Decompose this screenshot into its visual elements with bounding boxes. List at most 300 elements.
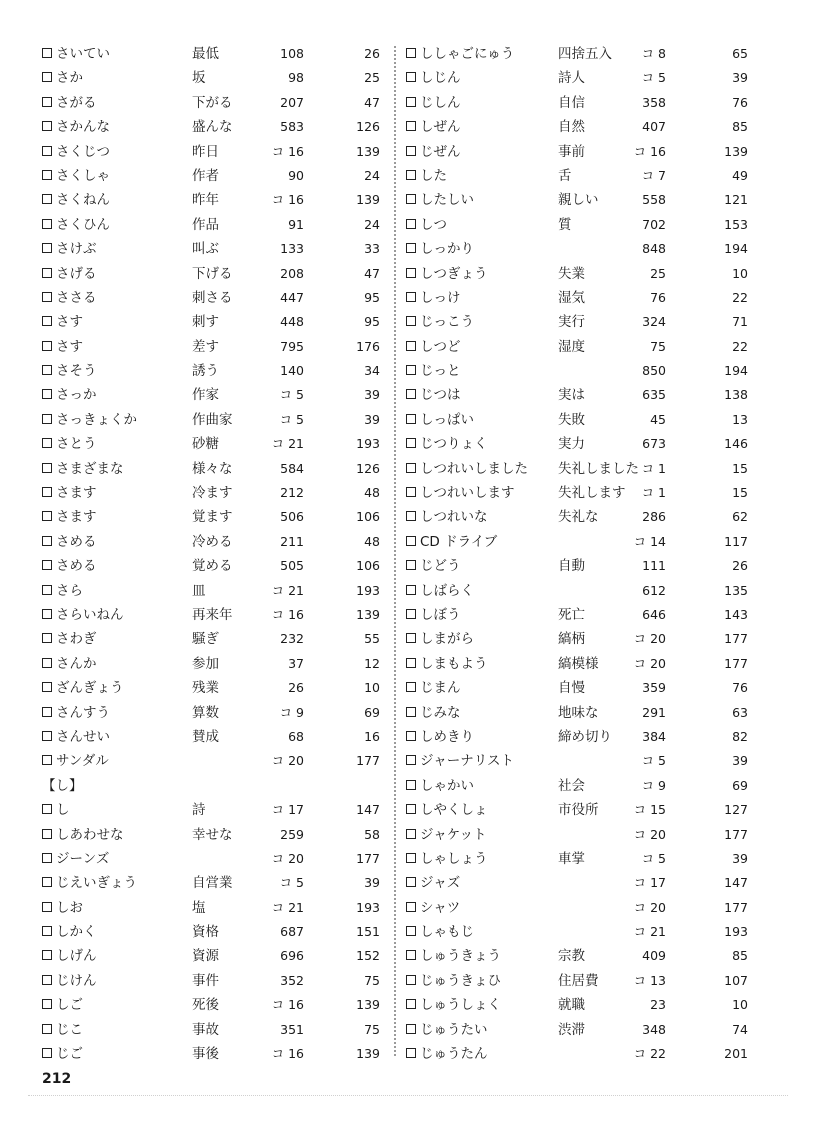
entry-reading: しつれいしました: [420, 460, 528, 477]
checkbox-square-icon: [42, 72, 52, 82]
checkbox-square-icon: [406, 755, 416, 765]
entry-kanji: 自営業: [192, 875, 233, 892]
entry-reference: 448: [280, 314, 304, 330]
entry-reference: 286: [642, 509, 666, 525]
entry-page: 85: [732, 119, 748, 135]
entry-page: 194: [724, 241, 748, 257]
index-entry: [406, 115, 750, 139]
index-entry: [406, 603, 750, 627]
entry-reference: コ 5: [641, 850, 666, 866]
entry-reference: 848: [642, 241, 666, 257]
left-column: [42, 42, 382, 1066]
entry-reading: さまざまな: [56, 460, 124, 477]
entry-reference: コ 5: [641, 70, 666, 86]
entry-page: 58: [364, 826, 380, 842]
index-entry: [406, 871, 750, 895]
entry-kanji: 資源: [192, 948, 219, 965]
checkbox-square-icon: [406, 560, 416, 570]
checkbox-square-icon: [42, 365, 52, 375]
checkbox-square-icon: [42, 1048, 52, 1058]
entry-kanji: 作家: [192, 387, 219, 404]
index-entry: [42, 457, 382, 481]
entry-page: 82: [732, 728, 748, 744]
entry-reference: 26: [288, 680, 304, 696]
checkbox-square-icon: [406, 48, 416, 58]
entry-kanji: 差す: [192, 338, 219, 355]
entry-page: 49: [732, 167, 748, 183]
entry-kanji: 失礼します: [558, 485, 626, 502]
checkbox-square-icon: [42, 585, 52, 595]
entry-page: 153: [724, 216, 748, 232]
checkbox-square-icon: [42, 658, 52, 668]
right-column: [406, 42, 750, 1066]
entry-reading: じゅうきょひ: [420, 972, 501, 989]
entry-reading: しゃしょう: [420, 850, 488, 867]
entry-reading: じぜん: [420, 143, 461, 160]
entry-reference: 45: [650, 411, 666, 427]
entry-reading: さか: [56, 70, 83, 87]
index-entry: [42, 408, 382, 432]
entry-kanji: 塩: [192, 899, 206, 916]
entry-page: 34: [364, 363, 380, 379]
entry-kanji: 事故: [192, 1021, 219, 1038]
entry-kanji: 下げる: [192, 265, 233, 282]
index-entry: [406, 383, 750, 407]
entry-reading: しまもよう: [420, 655, 488, 672]
entry-kanji: 誘う: [192, 363, 219, 380]
entry-reading: ささる: [56, 289, 97, 306]
entry-page: 176: [356, 338, 380, 354]
entry-page: 15: [732, 485, 748, 501]
entry-page: 95: [364, 289, 380, 305]
index-entry: [42, 823, 382, 847]
entry-reading: じえいぎょう: [56, 875, 137, 892]
checkbox-square-icon: [406, 902, 416, 912]
checkbox-square-icon: [42, 438, 52, 448]
entry-reference: コ 20: [633, 899, 666, 915]
entry-reference: 351: [280, 1021, 304, 1037]
entry-reference: 232: [280, 631, 304, 647]
entry-reference: 37: [288, 655, 304, 671]
entry-page: 147: [356, 802, 380, 818]
entry-reading: さす: [56, 314, 83, 331]
entry-kanji: 死後: [192, 997, 219, 1014]
entry-reading: サンダル: [56, 753, 109, 770]
entry-kanji: 車掌: [558, 850, 585, 867]
entry-page: 177: [724, 899, 748, 915]
entry-kanji: 失礼な: [558, 509, 599, 526]
index-entry: [406, 505, 750, 529]
index-entry: [42, 115, 382, 139]
entry-reference: コ 21: [271, 436, 304, 452]
index-entry: [406, 652, 750, 676]
entry-reading: さわぎ: [56, 631, 97, 648]
checkbox-square-icon: [42, 414, 52, 424]
entry-kanji: 刺す: [192, 314, 219, 331]
entry-page: 135: [724, 582, 748, 598]
entry-page: 10: [732, 997, 748, 1013]
entry-reference: コ 21: [271, 582, 304, 598]
index-entry: [42, 944, 382, 968]
entry-reference: 359: [642, 680, 666, 696]
index-entry: [42, 505, 382, 529]
entry-reference: 583: [280, 119, 304, 135]
entry-reading: さます: [56, 509, 97, 526]
checkbox-square-icon: [42, 463, 52, 473]
entry-reference: 612: [642, 582, 666, 598]
entry-reference: 111: [642, 558, 666, 574]
entry-page: 16: [364, 728, 380, 744]
entry-page: 22: [732, 289, 748, 305]
entry-kanji: 覚ます: [192, 509, 233, 526]
entry-kanji: 再来年: [192, 606, 233, 623]
entry-kanji: 作品: [192, 216, 219, 233]
entry-kanji: 自慢: [558, 680, 585, 697]
entry-kanji: 刺さる: [192, 289, 233, 306]
entry-page: 10: [364, 680, 380, 696]
entry-reference: 505: [280, 558, 304, 574]
entry-kanji: 湿度: [558, 338, 585, 355]
entry-reading: さくねん: [56, 192, 110, 209]
entry-reading: さます: [56, 485, 97, 502]
entry-kanji: 坂: [192, 70, 206, 87]
checkbox-square-icon: [42, 146, 52, 156]
entry-reading: さとう: [56, 436, 97, 453]
entry-kanji: 詩: [192, 802, 206, 819]
index-entry: [406, 310, 750, 334]
entry-page: 71: [732, 314, 748, 330]
entry-kanji: 冷める: [192, 533, 233, 550]
entry-reference: コ 13: [633, 972, 666, 988]
checkbox-square-icon: [406, 194, 416, 204]
entry-kanji: 実力: [558, 436, 585, 453]
entry-page: 39: [364, 411, 380, 427]
index-entry: [406, 1018, 750, 1042]
entry-kanji: 事後: [192, 1046, 219, 1063]
entry-reference: 98: [288, 70, 304, 86]
entry-kanji: 参加: [192, 655, 219, 672]
index-entry: [42, 847, 382, 871]
entry-reference: 91: [288, 216, 304, 232]
entry-reference: 506: [280, 509, 304, 525]
index-entry: [42, 969, 382, 993]
checkbox-square-icon: [42, 609, 52, 619]
entry-kanji: 実は: [558, 387, 585, 404]
entry-reference: 212: [280, 485, 304, 501]
checkbox-square-icon: [42, 950, 52, 960]
checkbox-square-icon: [406, 341, 416, 351]
entry-reference: コ 21: [271, 899, 304, 915]
index-entry: [42, 140, 382, 164]
checkbox-square-icon: [406, 829, 416, 839]
index-entry: [42, 432, 382, 456]
entry-reading: しばらく: [420, 582, 474, 599]
entry-reference: 348: [642, 1021, 666, 1037]
checkbox-square-icon: [406, 999, 416, 1009]
entry-reference: 850: [642, 363, 666, 379]
checkbox-square-icon: [42, 268, 52, 278]
entry-page: 143: [724, 606, 748, 622]
entry-kanji: 親しい: [558, 192, 599, 209]
entry-page: 24: [364, 216, 380, 232]
index-entry: [406, 432, 750, 456]
entry-kanji: 覚める: [192, 558, 233, 575]
index-entry: [42, 749, 382, 773]
bottom-rule: [28, 1095, 788, 1096]
entry-reading: さがる: [56, 94, 97, 111]
entry-reference: 702: [642, 216, 666, 232]
entry-reading: しつれいな: [420, 509, 488, 526]
entry-reference: コ 20: [633, 826, 666, 842]
entry-reference: 208: [280, 265, 304, 281]
index-entry: [406, 725, 750, 749]
entry-reading: じゅうたい: [420, 1021, 488, 1038]
checkbox-square-icon: [406, 731, 416, 741]
checkbox-square-icon: [42, 829, 52, 839]
entry-reference: 635: [642, 387, 666, 403]
entry-reading: さめる: [56, 533, 97, 550]
checkbox-square-icon: [406, 97, 416, 107]
entry-reading: さっきょくか: [56, 411, 137, 428]
entry-reference: コ 15: [633, 802, 666, 818]
entry-kanji: 締め切り: [558, 728, 612, 745]
index-entry: [406, 359, 750, 383]
entry-page: 39: [732, 70, 748, 86]
entry-kanji: 自信: [558, 94, 585, 111]
index-entry: [42, 1018, 382, 1042]
checkbox-square-icon: [42, 804, 52, 814]
entry-kanji: 算数: [192, 704, 219, 721]
entry-reading: しっぱい: [420, 411, 474, 428]
entry-reference: 211: [280, 533, 304, 549]
entry-kanji: 湿気: [558, 289, 585, 306]
entry-reference: 795: [280, 338, 304, 354]
entry-reference: 407: [642, 119, 666, 135]
index-entry: [42, 676, 382, 700]
checkbox-square-icon: [406, 633, 416, 643]
entry-kanji: 宗教: [558, 948, 585, 965]
entry-page: 39: [732, 753, 748, 769]
index-entry: [42, 42, 382, 66]
index-entry: [42, 66, 382, 90]
index-entry: [406, 798, 750, 822]
entry-reference: 23: [650, 997, 666, 1013]
entry-reference: 384: [642, 728, 666, 744]
entry-kanji: 作曲家: [192, 411, 233, 428]
entry-page: 177: [356, 753, 380, 769]
entry-reading: さらいねん: [56, 606, 124, 623]
entry-page: 177: [724, 631, 748, 647]
entry-reference: コ 16: [271, 1046, 304, 1062]
entry-reading: しじん: [420, 70, 461, 87]
entry-kanji: 作者: [192, 167, 219, 184]
entry-reading: さいてい: [56, 46, 110, 62]
entry-kanji: 実行: [558, 314, 585, 331]
checkbox-square-icon: [42, 511, 52, 521]
entry-reading: ジャズ: [420, 875, 461, 892]
index-entry: [42, 237, 382, 261]
entry-page: 74: [732, 1021, 748, 1037]
entry-reference: コ 16: [271, 997, 304, 1013]
checkbox-square-icon: [406, 1048, 416, 1058]
checkbox-square-icon: [42, 707, 52, 717]
entry-reading: しつ: [420, 216, 447, 233]
entry-reading: じっと: [420, 363, 461, 380]
checkbox-square-icon: [42, 999, 52, 1009]
entry-page: 22: [732, 338, 748, 354]
checkbox-square-icon: [42, 1024, 52, 1034]
entry-reading: さそう: [56, 363, 97, 380]
entry-reading: じどう: [420, 558, 461, 575]
checkbox-square-icon: [406, 926, 416, 936]
entry-reference: コ 16: [271, 606, 304, 622]
index-entry: [406, 847, 750, 871]
checkbox-square-icon: [406, 463, 416, 473]
index-entry: [406, 335, 750, 359]
entry-reference: コ 16: [271, 192, 304, 208]
entry-reference: コ 9: [279, 704, 304, 720]
entry-page: 126: [356, 460, 380, 476]
entry-reference: 108: [280, 46, 304, 61]
entry-reading: さんすう: [56, 704, 110, 721]
entry-page: 76: [732, 94, 748, 110]
entry-page: 55: [364, 631, 380, 647]
entry-reference: コ 16: [271, 143, 304, 159]
index-entry: [42, 627, 382, 651]
checkbox-square-icon: [42, 292, 52, 302]
checkbox-square-icon: [406, 536, 416, 546]
checkbox-square-icon: [406, 146, 416, 156]
entry-page: 15: [732, 460, 748, 476]
entry-kanji: 叫ぶ: [192, 241, 219, 258]
entry-page: 26: [364, 46, 380, 61]
index-entry: [406, 237, 750, 261]
checkbox-square-icon: [406, 292, 416, 302]
section-heading-shi: 【し】: [42, 777, 83, 794]
entry-reading: した: [420, 167, 447, 184]
entry-page: 139: [356, 606, 380, 622]
entry-reference: コ 20: [633, 631, 666, 647]
index-entry: [406, 164, 750, 188]
entry-reading: じけん: [56, 972, 97, 989]
index-entry: [42, 359, 382, 383]
entry-page: 69: [364, 704, 380, 720]
index-entry: [406, 286, 750, 310]
entry-reference: コ 22: [633, 1046, 666, 1062]
entry-reference: 291: [642, 704, 666, 720]
entry-reading: さくひん: [56, 216, 110, 233]
entry-reading: さけぶ: [56, 241, 97, 258]
entry-page: 85: [732, 948, 748, 964]
index-entry: [406, 457, 750, 481]
checkbox-square-icon: [42, 170, 52, 180]
index-entry: [42, 652, 382, 676]
index-entry: [406, 42, 750, 66]
page-number: 212: [42, 1071, 72, 1087]
entry-reading: じっこう: [420, 314, 474, 331]
checkbox-square-icon: [42, 877, 52, 887]
entry-reading: さくしゃ: [56, 167, 110, 184]
entry-kanji: 失礼しました: [558, 460, 639, 477]
entry-reading: しぜん: [420, 119, 461, 136]
checkbox-square-icon: [42, 389, 52, 399]
entry-reading: CD ドライブ: [420, 533, 498, 550]
entry-reading: しかく: [56, 924, 97, 941]
index-entry: [406, 701, 750, 725]
index-entry: [406, 969, 750, 993]
checkbox-square-icon: [406, 682, 416, 692]
entry-reference: コ 14: [633, 533, 666, 549]
index-entry: [42, 554, 382, 578]
entry-kanji: 縞柄: [558, 631, 585, 648]
entry-reading: しつれいします: [420, 485, 515, 502]
index-entry: [406, 140, 750, 164]
entry-kanji: 事前: [558, 143, 585, 160]
entry-reference: コ 17: [633, 875, 666, 891]
entry-reference: 673: [642, 436, 666, 452]
checkbox-square-icon: [406, 780, 416, 790]
entry-reading: しつぎょう: [420, 265, 488, 282]
checkbox-square-icon: [406, 853, 416, 863]
entry-page: 48: [364, 485, 380, 501]
checkbox-square-icon: [42, 194, 52, 204]
entry-reading: しあわせな: [56, 826, 124, 843]
entry-reading: ジャーナリスト: [420, 753, 514, 770]
entry-reference: コ 17: [271, 802, 304, 818]
entry-page: 65: [732, 46, 748, 61]
entry-kanji: 皿: [192, 582, 206, 599]
checkbox-square-icon: [406, 609, 416, 619]
entry-reading: さくじつ: [56, 143, 110, 160]
entry-kanji: 詩人: [558, 70, 585, 87]
entry-reading: じまん: [420, 680, 461, 697]
entry-page: 26: [732, 558, 748, 574]
index-entry: [42, 383, 382, 407]
entry-reference: 447: [280, 289, 304, 305]
checkbox-square-icon: [42, 755, 52, 765]
index-entry: [406, 896, 750, 920]
entry-reading: ざんぎょう: [56, 680, 124, 697]
entry-page: 127: [724, 802, 748, 818]
entry-reference: 75: [650, 338, 666, 354]
index-entry: [406, 554, 750, 578]
entry-reading: しげん: [56, 948, 97, 965]
checkbox-square-icon: [406, 975, 416, 985]
index-entry: [42, 310, 382, 334]
entry-reference: コ 1: [641, 485, 666, 501]
entry-reference: 90: [288, 167, 304, 183]
entry-kanji: 昨日: [192, 143, 219, 160]
index-entry: [406, 749, 750, 773]
index-entry: [42, 91, 382, 115]
index-entry: [406, 944, 750, 968]
entry-reading: しつど: [420, 338, 461, 355]
checkbox-square-icon: [42, 975, 52, 985]
entry-reading: じご: [56, 1046, 83, 1063]
checkbox-square-icon: [406, 511, 416, 521]
entry-kanji: 四捨五入: [558, 46, 612, 62]
checkbox-square-icon: [406, 365, 416, 375]
index-entry: [406, 676, 750, 700]
entry-page: 138: [724, 387, 748, 403]
checkbox-square-icon: [406, 121, 416, 131]
entry-page: 177: [356, 850, 380, 866]
left-entries-after: [42, 798, 382, 1066]
entry-page: 139: [356, 1046, 380, 1062]
entry-kanji: 住居費: [558, 972, 599, 989]
entry-page: 139: [724, 143, 748, 159]
entry-page: 201: [724, 1046, 748, 1062]
